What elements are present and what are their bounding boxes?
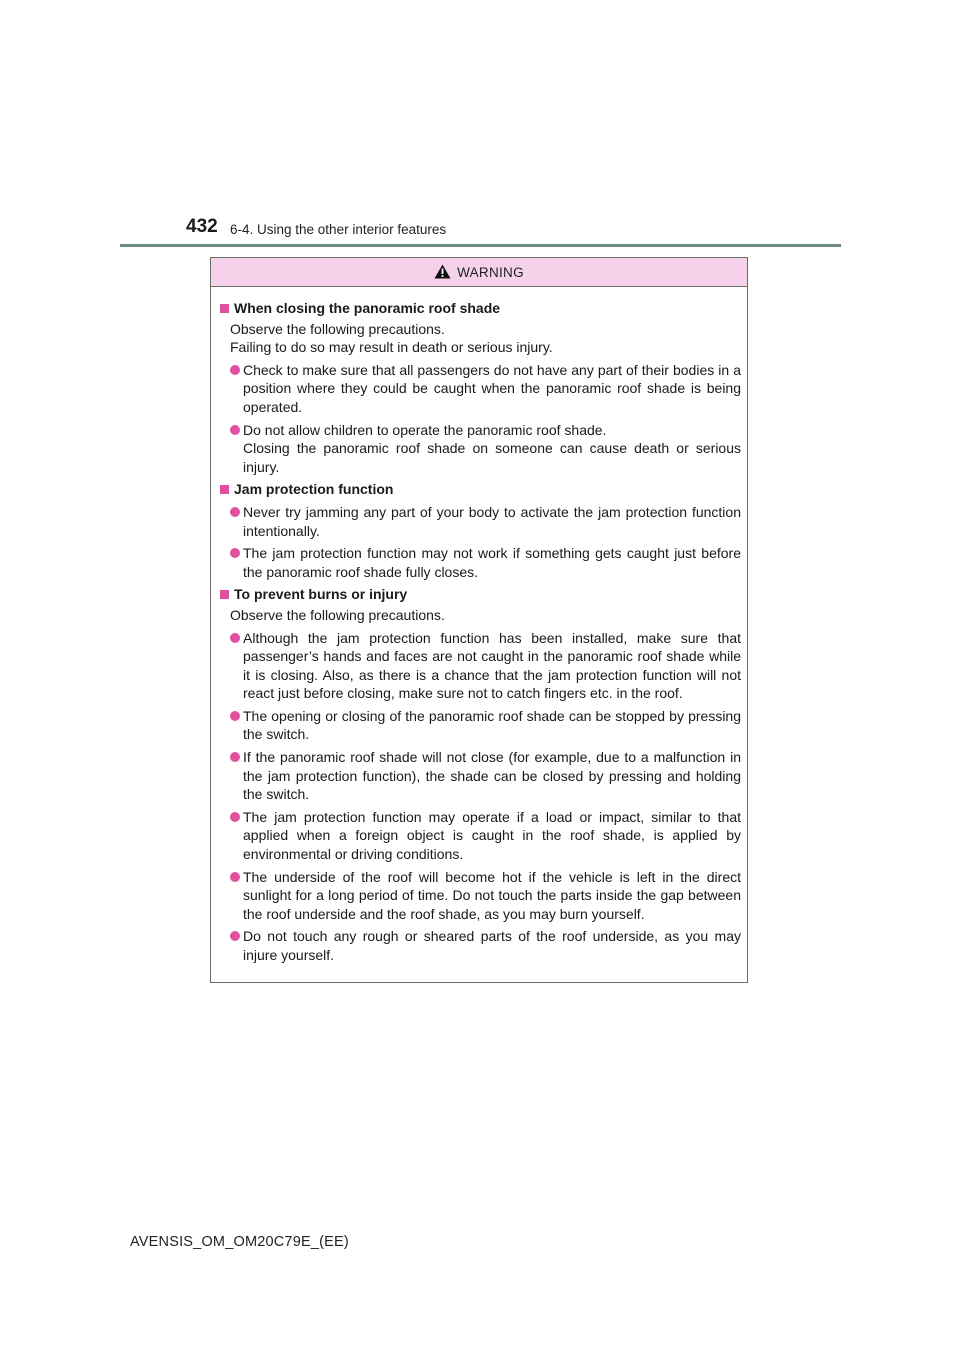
bullet-text: The opening or closing of the panoramic roof shade can be stopped by pressing the switch. <box>243 707 741 743</box>
section-intro: Observe the following precautions. Failing to do so may result in death or serious injury. <box>230 320 553 356</box>
bullet-list <box>218 361 741 477</box>
bullet-list <box>218 629 741 965</box>
round-bullet-icon <box>230 548 240 558</box>
round-bullet-icon <box>230 752 240 762</box>
bullet-item <box>230 503 741 540</box>
bullet-item <box>230 629 741 703</box>
round-bullet-icon <box>230 872 240 882</box>
bullet-item <box>230 361 741 417</box>
section-intro: Observe the following precautions. <box>230 606 445 623</box>
round-bullet-icon <box>230 365 240 375</box>
round-bullet-icon <box>230 931 240 941</box>
square-bullet-icon <box>220 485 229 494</box>
bullet-item <box>230 421 741 477</box>
bullet-text: Check to make sure that all passengers do not have any part of their bodies in a position where they could be caught when the panoramic roof shade is being operated. <box>243 361 741 415</box>
warning-label: WARNING <box>457 264 524 280</box>
section-heading <box>218 585 741 604</box>
bullet-text: Do not allow children to operate the panoramic roof shade. Closing the panoramic roof shade on someone can cause death or serious injury. <box>243 421 741 475</box>
warning-section <box>218 299 741 476</box>
document-code: AVENSIS_OM_OM20C79E_(EE) <box>130 1234 349 1250</box>
warning-section <box>218 585 741 964</box>
warning-box <box>210 257 748 983</box>
warning-header <box>211 258 747 287</box>
page-number: 432 <box>186 216 218 237</box>
square-bullet-icon <box>220 590 229 599</box>
warning-body <box>211 287 747 965</box>
bullet-item <box>230 707 741 744</box>
section-heading <box>218 299 741 318</box>
section-heading <box>218 480 741 499</box>
round-bullet-icon <box>230 812 240 822</box>
square-bullet-icon <box>220 304 229 313</box>
bullet-text: The underside of the roof will become hot if the vehicle is left in the direct sunlight for a long period of time. Do not touch the parts inside the gap between the roof underside and the roof shade, as you may burn yourself. <box>243 868 741 922</box>
bullet-item <box>230 748 741 804</box>
round-bullet-icon <box>230 633 240 643</box>
bullet-text: Do not touch any rough or sheared parts of the roof underside, as you may injure yourself. <box>243 928 741 963</box>
section-heading-text: To prevent burns or injury <box>234 586 408 603</box>
round-bullet-icon <box>230 711 240 721</box>
bullet-text: If the panoramic roof shade will not close (for example, due to a malfunction in the jam protection function), the shade can be closed by pressing and holding the switch. <box>243 749 741 803</box>
bullet-text: Although the jam protection function has been installed, make sure that passenger’s hands and faces are not caught in the panoramic roof shade while it is closing. Also, as there is a chance that the jam protection function will not react just before closing, make sure not to catch fingers etc. in the roof. <box>243 629 741 702</box>
header-divider <box>120 244 841 247</box>
warning-section <box>218 480 741 581</box>
bullet-text: The jam protection function may not work if something gets caught just before the panoramic roof shade fully closes. <box>243 545 741 580</box>
section-heading-text: When closing the panoramic roof shade <box>234 300 501 316</box>
bullet-text: Never try jamming any part of your body to activate the jam protection function intentionally. <box>243 503 741 539</box>
bullet-list <box>218 503 741 581</box>
bullet-item <box>230 927 741 964</box>
section-title: 6-4. Using the other interior features <box>230 222 447 237</box>
bullet-item <box>230 868 741 924</box>
section-heading-text: Jam protection function <box>234 481 394 498</box>
bullet-text: The jam protection function may operate if a load or impact, similar to that applied when a foreign object is caught in the roof shade, is applied by environmental or driving conditions. <box>243 808 741 863</box>
bullet-item <box>230 808 741 864</box>
warning-triangle-icon <box>434 264 451 279</box>
round-bullet-icon <box>230 507 240 517</box>
round-bullet-icon <box>230 425 240 435</box>
bullet-item <box>230 544 741 581</box>
